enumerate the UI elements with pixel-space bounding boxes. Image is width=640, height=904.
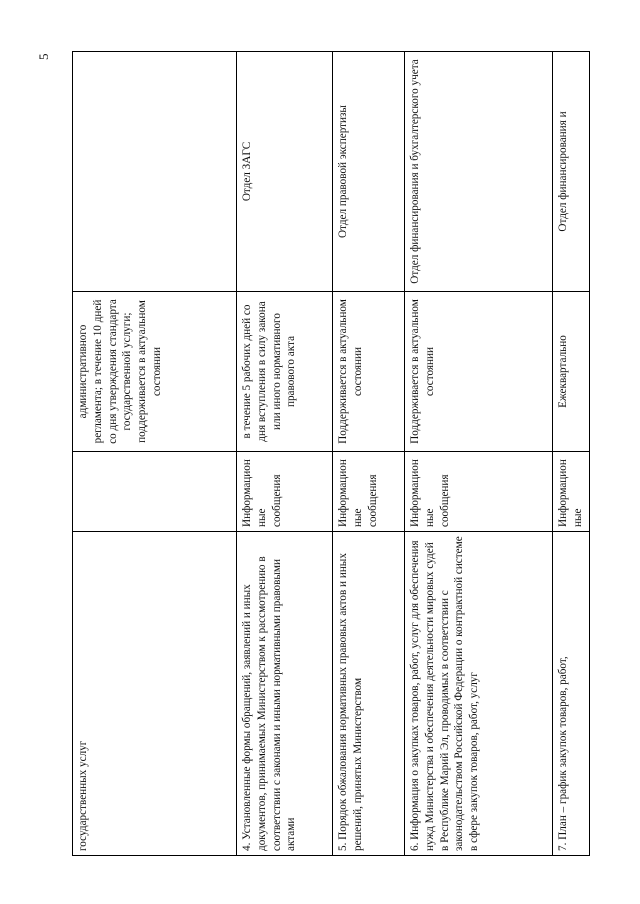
row-form-cell: Информационные сообщения xyxy=(405,452,553,532)
row-name-cell: 7. План – график закупок товаров, работ, xyxy=(553,532,590,856)
row-responsible-cell xyxy=(73,52,237,292)
row-form-cell: Информационные сообщения xyxy=(333,452,405,532)
row-name-cell: 4. Установленные формы обращений, заявлений и иных документов, принимаемых Министерством к рассмотрению в соответствии с законами и иными нормативными правовыми актами xyxy=(237,532,333,856)
row-responsible-cell: Отдел ЗАГС xyxy=(237,52,333,292)
row-form-cell: Информационные сообщения xyxy=(237,452,333,532)
info-table xyxy=(72,51,590,856)
row-responsible-cell: Отдел финансирования и xyxy=(553,52,590,292)
row-deadline-cell: Ежеквартально xyxy=(553,292,590,452)
row-deadline-cell: Поддерживается в актуальном состоянии xyxy=(405,292,553,452)
table-row xyxy=(405,52,553,856)
row-name-cell: 5. Порядок обжалования нормативных правовых актов и иных решений, принятых Министерством xyxy=(333,532,405,856)
row-responsible-cell: Отдел финансирования и бухгалтерского учета xyxy=(405,52,553,292)
row-name-cell: государственных услуг xyxy=(73,532,237,856)
row-name-cell: 6. Информация о закупках товаров, работ, услуг для обеспечения нужд Министерства и обеспечения деятельности мировых судей в Республике Марий Эл, проводимых в соответствии с законодательством Российской Федерации о контрактной системе в сфере закупок товаров, работ, услуг xyxy=(405,532,553,856)
table-row xyxy=(553,52,590,856)
table-row xyxy=(237,52,333,856)
table-row xyxy=(333,52,405,856)
row-responsible-cell: Отдел правовой экспертизы xyxy=(333,52,405,292)
row-deadline-cell: административного регламента; в течение 10 дней со дня утверждения стандарта государственной услуги; поддерживается в актуальном состоянии xyxy=(73,292,237,452)
rotated-table-container xyxy=(72,52,584,856)
row-deadline-cell: в течение 5 рабочих дней со дня вступления в силу закона или иного нормативного правового акта xyxy=(237,292,333,452)
page-number: 5 xyxy=(36,53,51,60)
row-deadline-cell: Поддерживается в актуальном состоянии xyxy=(333,292,405,452)
row-form-cell: Информационные xyxy=(553,452,590,532)
table-row xyxy=(73,52,237,856)
row-form-cell xyxy=(73,452,237,532)
